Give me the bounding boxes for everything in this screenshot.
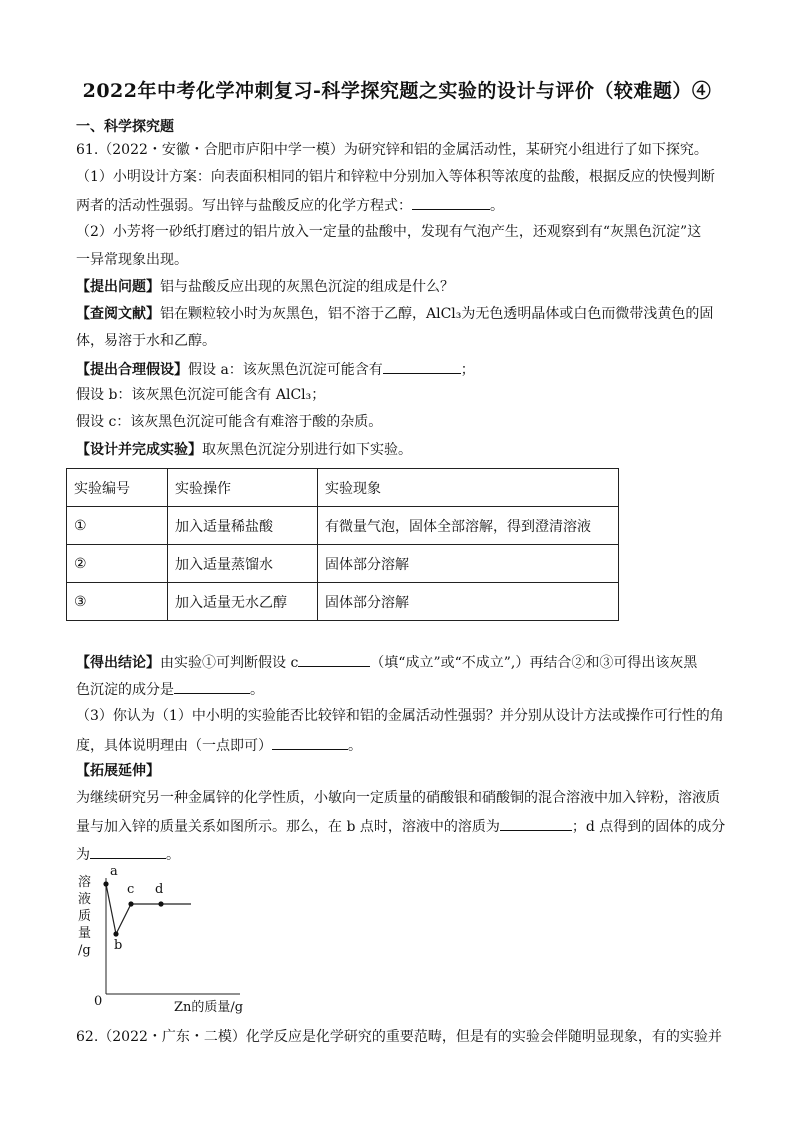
answer-blank-solid-d[interactable] [90, 843, 166, 859]
data-point-d [158, 901, 163, 906]
table-header-row [67, 469, 619, 507]
conclusion-line1 [76, 651, 726, 673]
point-label-a: a [110, 864, 118, 879]
mass-chart [70, 866, 270, 1026]
extension-line3 [76, 843, 726, 865]
table-row [67, 545, 619, 583]
extension-text-3: 为 [76, 847, 90, 863]
punct: ； [460, 362, 475, 378]
point-label-d: d [155, 882, 164, 897]
conclusion-label: 【得出结论】 [76, 655, 160, 671]
literature-line2: 体，易溶于水和乙醇。 [76, 333, 216, 349]
page-title: 2022年中考化学冲刺复习-科学探究题之实验的设计与评价（较难题）④ [82, 80, 712, 102]
hypothesis-a-line [76, 358, 726, 380]
question-text: 铝与盐酸反应出现的灰黑色沉淀的组成是什么？ [160, 279, 454, 295]
series-line [106, 884, 191, 934]
extension-line1: 为继续研究另一种金属锌的化学性质，小敏向一定质量的硝酸银和硝酸铜的混合溶液中加入锌粉，溶液质 [76, 790, 720, 806]
hypothesis-a-text: 假设 a：该灰黑色沉淀可能含有 [188, 362, 383, 378]
table-row [67, 583, 619, 621]
answer-blank-hypothesis-a[interactable] [383, 358, 461, 374]
q62-header: 62.（2022・广东・二模）化学反应是化学研究的重要范畴，但是有的实验会伴随明显现象，有的实验并 [76, 1029, 722, 1045]
punct: 。 [250, 682, 264, 698]
extension-text-2: ；d 点得到的固体的成分 [571, 819, 726, 835]
experiment-table [66, 468, 619, 621]
point-label-b: b [114, 938, 123, 953]
table-header-cell: 实验编号 [67, 469, 168, 507]
question-label: 【提出问题】 [76, 279, 160, 295]
data-point-c [128, 901, 133, 906]
table-cell: ① [67, 507, 168, 545]
table-cell: 加入适量蒸馏水 [168, 545, 318, 583]
hypothesis-b: 假设 b：该灰黑色沉淀可能含有 AlCl₃； [76, 387, 326, 403]
table-cell: 固体部分溶解 [318, 583, 619, 621]
literature-text: 铝在颗粒较小时为灰黑色，铝不溶于乙醇，AlCl₃为无色透明晶体或白色而微带浅黄色的固 [160, 306, 714, 322]
data-point-a [103, 881, 108, 886]
table-cell: 加入适量稀盐酸 [168, 507, 318, 545]
q61-part1-line1: （1）小明设计方案：向表面积相同的铝片和锌粒中分别加入等体积等浓度的盐酸，根据反应的快慢判断 [76, 169, 715, 185]
ylabel-char: 质 [78, 909, 92, 924]
extension-label: 【拓展延伸】 [76, 763, 160, 779]
q61-part1-line2 [76, 194, 726, 216]
q61-part3-line1: （3）你认为（1）中小明的实验能否比较锌和铝的金属活动性强弱？并分别从设计方法或操作可行性的角 [76, 708, 724, 724]
table-cell: 加入适量无水乙醇 [168, 583, 318, 621]
q61-part2-line2: 一异常现象出现。 [76, 252, 188, 268]
answer-blank-reason[interactable] [272, 734, 348, 750]
ylabel-char: 量 [78, 926, 92, 941]
answer-blank-solute-b[interactable] [500, 815, 572, 831]
ylabel-char: 溶 [78, 875, 92, 890]
ylabel-char: /g [78, 943, 91, 958]
table-cell: ③ [67, 583, 168, 621]
table-header-cell: 实验操作 [168, 469, 318, 507]
answer-blank-composition[interactable] [174, 678, 250, 694]
origin-label: 0 [94, 994, 103, 1009]
point-label-c: c [127, 882, 135, 897]
design-label: 【设计并完成实验】 [76, 442, 202, 458]
question-line [76, 277, 726, 297]
table-header-cell: 实验现象 [318, 469, 619, 507]
part3-text: 度，具体说明理由（一点即可） [76, 738, 272, 754]
design-line [76, 440, 726, 460]
part1-text: 两者的活动性强弱。写出锌与盐酸反应的化学方程式： [76, 198, 412, 214]
literature-line1 [76, 304, 726, 324]
extension-label-line [76, 761, 726, 781]
section-heading: 一、科学探究题 [76, 119, 174, 135]
q61-part2-line1: （2）小芳将一砂纸打磨过的铝片放入一定量的盐酸中，发现有气泡产生，还观察到有“灰黑色沉淀”这 [76, 224, 702, 240]
conclusion-text: 由实验①可判断假设 c [160, 655, 299, 671]
design-text: 取灰黑色沉淀分别进行如下实验。 [202, 442, 412, 458]
chart-xlabel: Zn的质量/g [174, 1000, 244, 1015]
hypothesis-label: 【提出合理假设】 [76, 362, 188, 378]
q61-header: 61.（2022・安徽・合肥市庐阳中学一模）为研究锌和铝的金属活动性，某研究小组进行了如下探究。 [76, 142, 708, 158]
table-cell: 有微量气泡，固体全部溶解，得到澄清溶液 [318, 507, 619, 545]
conclusion-text-3: 色沉淀的成分是 [76, 682, 174, 698]
hypothesis-c: 假设 c：该灰黑色沉淀可能含有难溶于酸的杂质。 [76, 414, 383, 430]
table-cell: 固体部分溶解 [318, 545, 619, 583]
conclusion-line2 [76, 678, 726, 700]
answer-blank-hypothesis-c[interactable] [298, 651, 370, 667]
data-point-b [113, 931, 118, 936]
punct: 。 [166, 847, 180, 863]
q61-part3-line2 [76, 734, 726, 756]
table-cell: ② [67, 545, 168, 583]
ylabel-char: 液 [78, 892, 92, 907]
table-row [67, 507, 619, 545]
literature-label: 【查阅文献】 [76, 306, 160, 322]
conclusion-text-2: （填“成立”或“不成立”,）再结合②和③可得出该灰黑 [370, 655, 698, 671]
answer-blank-equation[interactable] [412, 194, 490, 210]
extension-line2 [76, 815, 726, 837]
punct: 。 [348, 738, 362, 754]
punct: 。 [490, 198, 504, 214]
extension-text: 量与加入锌的质量关系如图所示。那么，在 b 点时，溶液中的溶质为 [76, 819, 500, 835]
